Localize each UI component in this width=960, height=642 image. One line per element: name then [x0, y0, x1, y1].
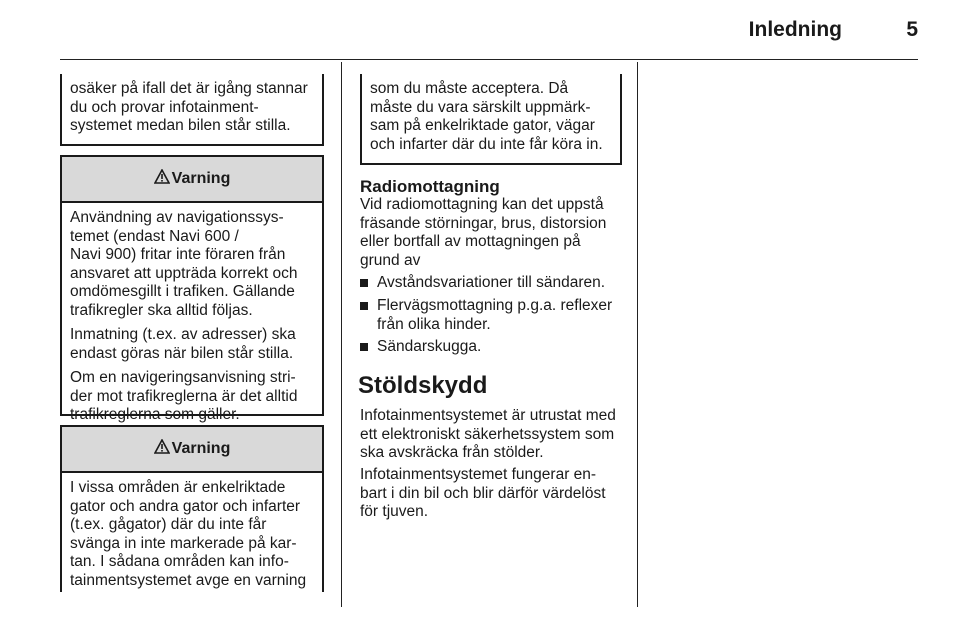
warning-box-2-title: Varning [171, 440, 231, 457]
list-item: Flervägsmottagning p.g.a. reflexer från olika hinder. [360, 297, 630, 337]
theft-paragraph: Infotainmentsystemet är utrustat med ett elektroniskt säkerhetssystem som ska avskräcka från stölder. [360, 407, 616, 461]
list-item: Avståndsvariationer till sändaren. [360, 274, 630, 294]
warning-icon [154, 169, 170, 189]
warning-box-1-header [62, 157, 322, 203]
column-divider-left [341, 62, 342, 607]
header-divider [60, 59, 918, 60]
theft-heading: Stöldskydd [358, 372, 488, 399]
intro-text: osäker på ifall det är igång stannar du och provar infotainment- systemet medan bilen står stilla. [70, 80, 308, 134]
warning-1-paragraph: Om en navigeringsanvisning stri- der mot trafikreglerna är det alltid trafikreglerna som gäller. [70, 369, 298, 423]
bullet-square-icon [360, 279, 368, 287]
radio-text: Vid radiomottagning kan det uppstå fräsande störningar, brus, distorsion eller bortfall av mottagningen på grund av [360, 196, 607, 269]
warning-box-2 [60, 425, 324, 592]
page-header [0, 0, 960, 62]
warning-box-1-title: Varning [171, 170, 231, 187]
page-number: 5 [906, 18, 918, 41]
warning-icon [154, 439, 170, 459]
radio-heading: Radiomottagning [360, 177, 500, 196]
warning-continued-box [360, 74, 622, 165]
warning-1-paragraph: Inmatning (t.ex. av adresser) ska endast göras när bilen står stilla. [70, 326, 296, 362]
list-item: Sändarskugga. [360, 338, 630, 358]
intro-box [60, 74, 324, 146]
warning-1-paragraph: Användning av navigationssys- temet (endast Navi 600 / Navi 900) fritar inte föraren från ansvaret att uppträda korrekt och omdömesgillt i trafiken. Gällande trafikregler ska alltid följas. [70, 209, 298, 319]
theft-paragraph: Infotainmentsystemet fungerar en- bart i din bil och blir därför värdelöst för tjuven. [360, 466, 606, 520]
page-header-title: Inledning [748, 18, 842, 41]
warning-box-1 [60, 155, 324, 423]
bullet-square-icon [360, 343, 368, 351]
warning-box-2-header [62, 427, 322, 473]
warning-2-paragraph: I vissa områden är enkelriktade gator och andra gator och infarter (t.ex. gågator) där du inte får svänga in inte markerade på kar- tan. I sådana områden kan info- tainmentsystemet avge en varning [70, 479, 307, 589]
bullet-square-icon [360, 302, 368, 310]
warning-continued-text: som du måste acceptera. Då måste du vara särskilt uppmärk- sam på enkelriktade gator, vägar och infarter där du inte får köra in. [370, 80, 603, 153]
column-divider-right [637, 62, 638, 607]
